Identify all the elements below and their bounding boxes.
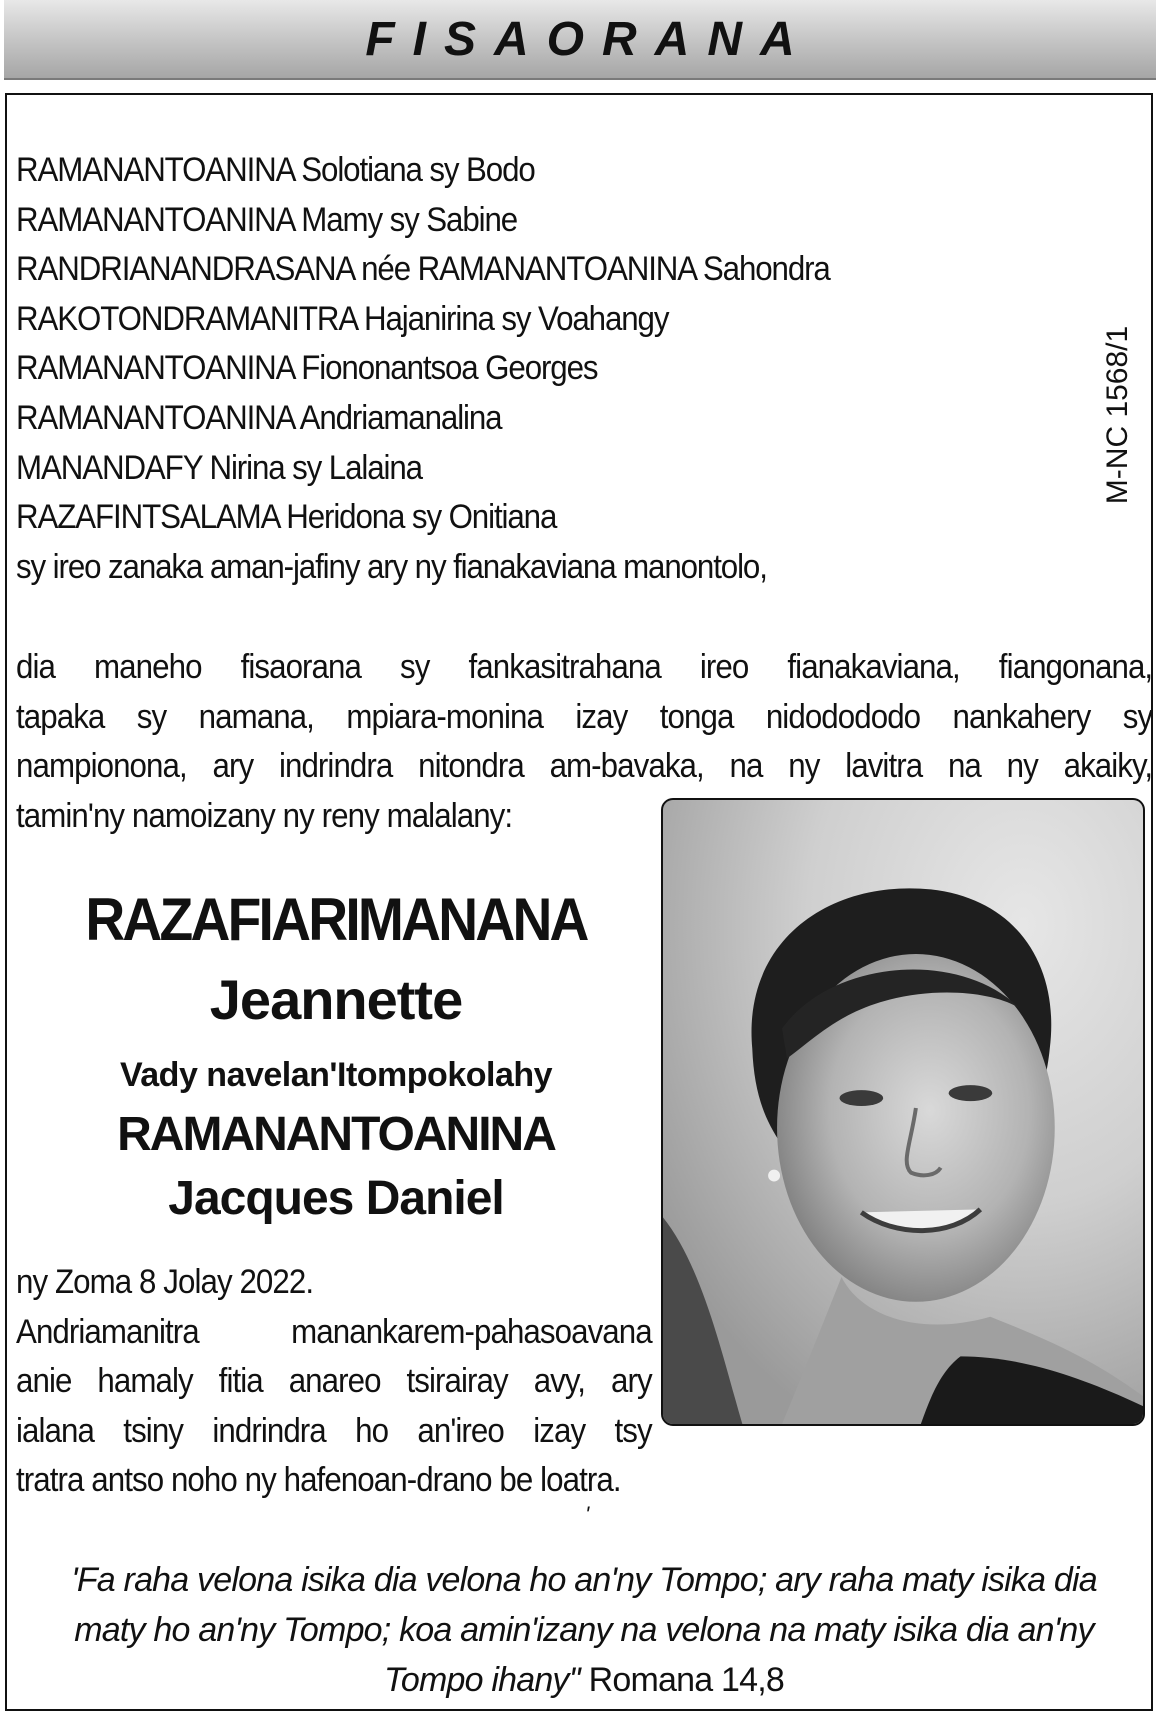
death-notice-paragraph [16, 1258, 652, 1506]
family-closing-line: sy ireo zanaka aman-jafiny ary ny fianakaviana manontolo, [16, 547, 767, 586]
death-notice-line: anie hamaly fitia anareo tsirairay avy, ary [16, 1362, 652, 1400]
verse-line: maty ho an'ny Tompo; koa amin'izany na velona na maty isika dia an'ny [74, 1611, 1094, 1649]
family-list [16, 146, 830, 592]
deceased-surname: RAZAFIARIMANANA [85, 886, 587, 953]
thanks-line: tapaka sy namana, mpiara-monina izay tonga nidodododo nankahery sy [16, 697, 1153, 736]
family-member-line: RAMANANTOANINA Fiononantsoa Georges [16, 349, 598, 388]
family-member-line: RAMANANTOANINA Andriamanalina [16, 398, 502, 437]
portrait-photo [661, 798, 1145, 1426]
deceased-given-name: Jeannette [209, 968, 463, 1031]
thanks-line: nampionona, ary indrindra nitondra am-bavaka, na ny lavitra na ny akaiky, [16, 747, 1153, 785]
verse-line: 'Fa raha velona isika dia velona ho an'ny Tompo; ary raha maty isika dia [71, 1561, 1097, 1599]
death-notice-line: ialana tsiny indrindra ho an'ireo izay tsy [16, 1411, 652, 1450]
family-member-line: RAMANANTOANINA Solotiana sy Bodo [16, 151, 535, 189]
relation-label: Vady navelan'Itompokolahy [119, 1056, 553, 1094]
bible-verse [16, 1555, 1152, 1705]
spouse-surname: RAMANANTOANINA [117, 1108, 555, 1161]
death-notice-line: tratra antso noho ny hafenoan-drano be loatra. [16, 1461, 621, 1499]
family-member-line: RAKOTONDRAMANITRA Hajanirina sy Voahangy [16, 299, 669, 338]
portrait-illustration [663, 800, 1143, 1424]
family-member-line: RAMANANTOANINA Mamy sy Sabine [16, 200, 518, 239]
header-banner [4, 0, 1156, 80]
thanks-line: tamin'ny namoizany ny reny malalany: [16, 796, 513, 835]
death-notice-line: Andriamanitra manankarem-pahasoavana [16, 1312, 652, 1351]
death-date-line: ny Zoma 8 Jolay 2022. [16, 1263, 314, 1301]
verse-reference: Romana 14,8 [580, 1661, 784, 1699]
thanks-line: dia maneho fisaorana sy fankasitrahana ireo fianakaviana, fiangonana, [16, 648, 1153, 686]
verse-line [16, 1655, 1152, 1705]
family-member-line: RANDRIANANDRASANA née RAMANANTOANINA Sahondra [16, 250, 830, 289]
verse-line-italic: Tompo ihany'' [384, 1661, 581, 1699]
spouse-given-name: Jacques Daniel [168, 1172, 504, 1225]
deceased-name-block [16, 880, 656, 1232]
family-member-line: MANANDAFY Nirina sy Lalaina [16, 448, 422, 487]
stray-mark: ' [585, 1502, 590, 1527]
page-title: FISAORANA [365, 12, 813, 66]
reference-code: M-NC 1568/1 [1101, 325, 1134, 505]
family-member-line: RAZAFINTSALAMA Heridona sy Onitiana [16, 498, 557, 537]
